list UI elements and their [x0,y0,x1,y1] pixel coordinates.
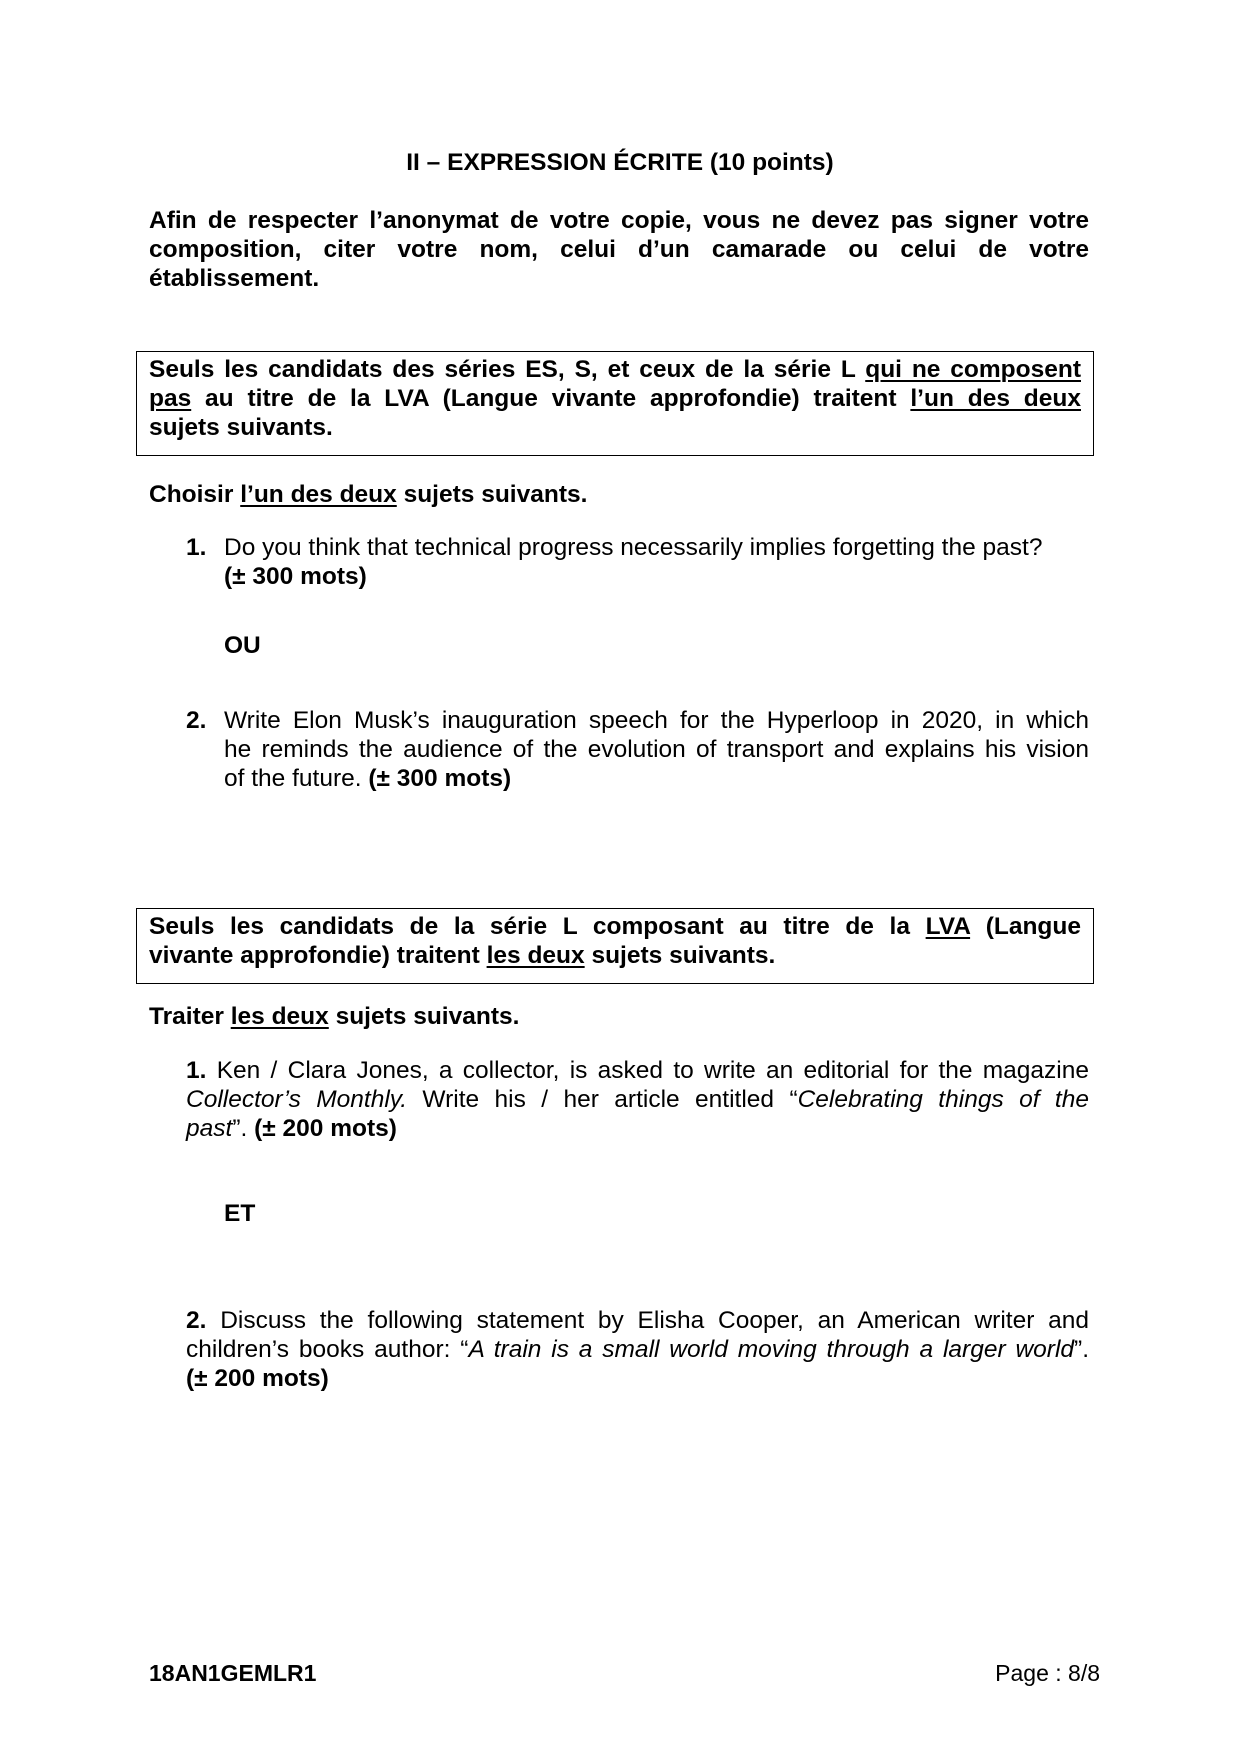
question-1-word-count: (± 300 mots) [224,563,367,590]
section-title: II – EXPRESSION ÉCRITE (10 points) [406,149,834,176]
box1-underlined: l’un des deux [910,385,1081,412]
lva-question-1-text: Write his / her article entitled “ [407,1086,798,1113]
magazine-title: Collector’s Monthly. [186,1086,408,1113]
lva-question-2-word-count: (± 200 mots) [186,1365,329,1392]
choose-text: sujets suivants. [396,481,588,508]
lva-question-2-text: ”. [1074,1336,1089,1363]
lva-question-1-line-3 [186,1114,397,1143]
question-2-line-1: Write Elon Musk’s inauguration speech for the Hyperloop in 2020, in which [224,707,1089,734]
footer-page-number: Page : 8/8 [995,1660,1100,1686]
lva-question-2-line-1 [186,1306,1089,1335]
box1-line-2 [149,384,1081,413]
lva-question-2-text: Discuss the following statement by Elisha Cooper, an American writer and [206,1307,1089,1334]
question-2-number: 2. [186,707,207,734]
box1-underlined: qui ne composent [865,356,1081,383]
lva-question-2-line-2 [186,1335,1089,1364]
anonymity-line-2: composition, citer votre nom, celui d’un camarade ou celui de votre [149,236,1089,263]
box1-text: Seuls les candidats des séries ES, S, et ceux de la série L [149,356,866,383]
anonymity-line-1: Afin de respecter l’anonymat de votre copie, vous ne devez pas signer votre [149,207,1089,234]
or-label: OU [224,632,261,659]
box2-text: Seuls les candidats de la série L composant au titre de la [149,913,926,940]
treat-underlined: les deux [230,1003,329,1030]
footer-code: 18AN1GEMLR1 [149,1660,317,1686]
box2-underlined: les deux [486,942,585,969]
box1-line-1 [149,355,1081,384]
lva-question-1-text: ”. [232,1115,255,1142]
box2-text: (Langue [970,913,1081,940]
choose-underlined: l’un des deux [240,481,397,508]
lva-question-1-word-count: (± 200 mots) [254,1115,397,1142]
box2-line-1 [149,912,1081,941]
article-title: past [186,1115,233,1142]
question-2-line-2: he reminds the audience of the evolution of transport and explains his vision [224,736,1089,763]
treat-instruction [149,1002,519,1031]
box2-text: vivante approfondie) traitent [149,942,487,969]
box1-line-3: sujets suivants. [149,414,333,441]
quote: A train is a small world moving through a larger world [468,1336,1075,1363]
box2-underlined: LVA [925,913,971,940]
lva-question-1-number: 1. [186,1057,207,1084]
article-title: Celebrating things of the [797,1086,1089,1113]
question-1-text: Do you think that technical progress necessarily implies forgetting the past? [224,534,1043,561]
lva-question-1-text: Ken / Clara Jones, a collector, is asked to write an editorial for the magazine [206,1057,1089,1084]
choose-instruction [149,480,587,509]
box2-text: sujets suivants. [584,942,776,969]
box2-line-2 [149,941,1081,970]
and-label: ET [224,1200,256,1227]
lva-question-2-number: 2. [186,1307,207,1334]
instruction-box-es-s-l [136,351,1094,456]
treat-text: Traiter [149,1003,231,1030]
lva-question-1-line-2 [186,1085,1089,1114]
question-2-line-3 [224,764,511,793]
choose-text: Choisir [149,481,241,508]
lva-question-2-text: children’s books author: “ [186,1336,469,1363]
box1-underlined: pas [149,385,192,412]
lva-question-1-line-1 [186,1056,1089,1085]
question-1-number: 1. [186,534,207,561]
instruction-box-l-lva [136,908,1094,984]
anonymity-line-3: établissement. [149,265,320,292]
treat-text: sujets suivants. [328,1003,520,1030]
question-2-word-count: (± 300 mots) [368,765,512,792]
question-2-text: of the future. [224,765,369,792]
box1-text: au titre de la LVA (Langue vivante approfondie) traitent [191,385,911,412]
